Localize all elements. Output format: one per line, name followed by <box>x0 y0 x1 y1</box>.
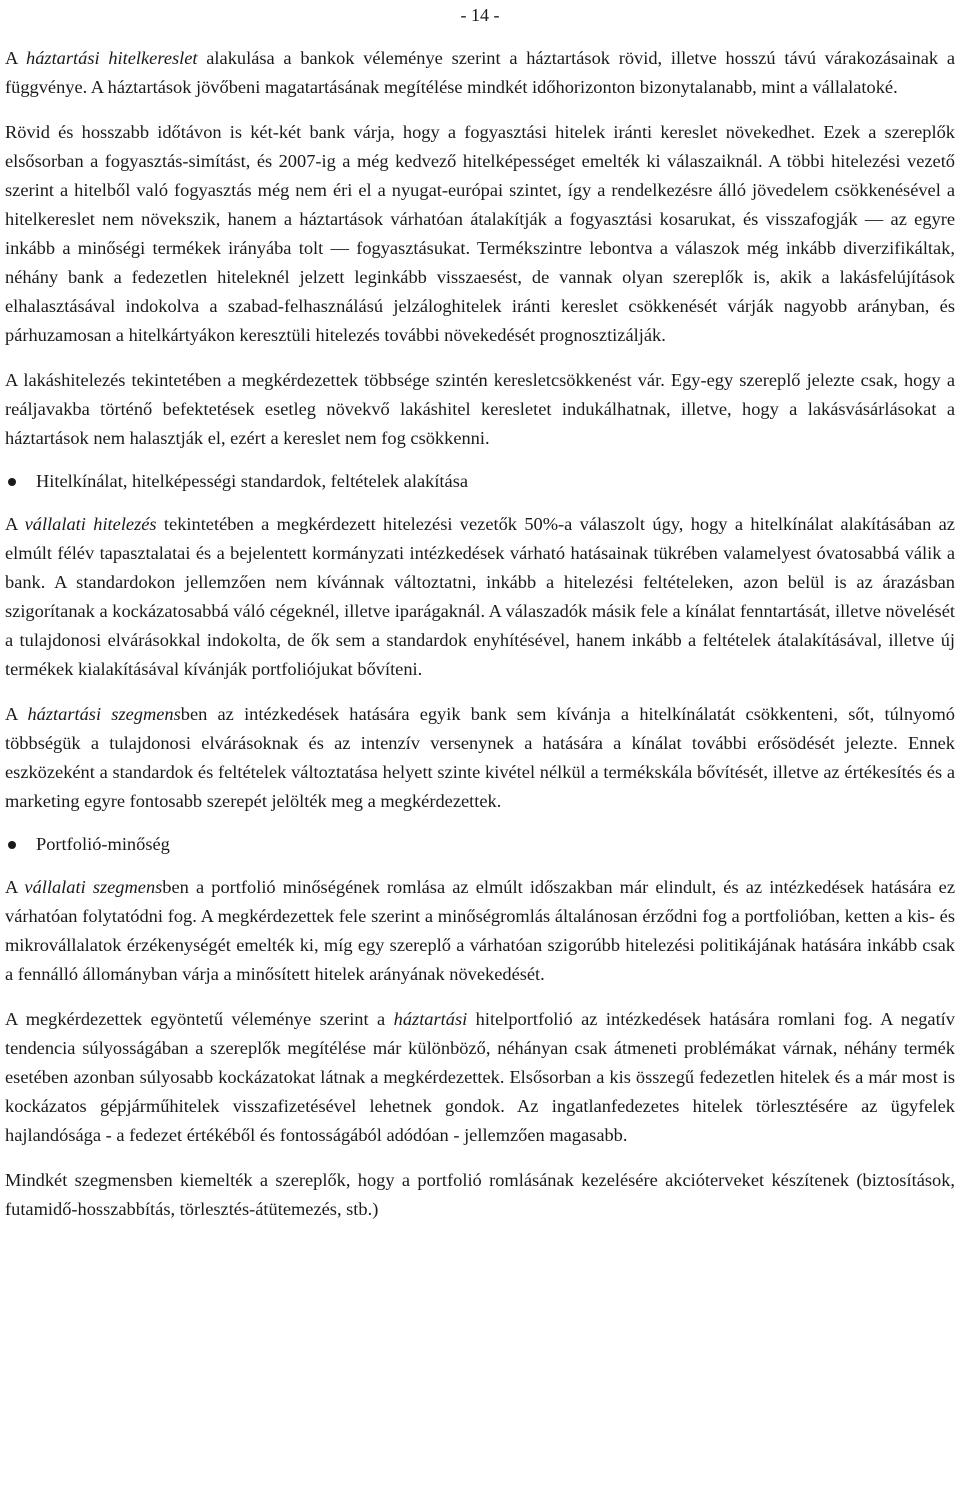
italic-term: háztartási szegmens <box>27 704 181 724</box>
italic-term: háztartási <box>393 1009 468 1029</box>
bullet-icon <box>8 841 16 849</box>
bullet-label: Hitelkínálat, hitelképességi standardok, feltételek alakítása <box>36 471 469 491</box>
bullet-icon <box>8 478 16 486</box>
paragraph-corporate-lending: A vállalati hitelezés tekintetében a megkérdezett hitelezési vezetők 50%-a válaszolt úgy, hogy a hitelkínálat alakításában az elmúlt félév tapasztalatai és a bejelentett kormányzati intézkedések várható hatásainak tükrében valamelyest óvatosabbá válik a bank. A standardokon jellemzően nem kívánnak változtatni, inkább a hitelezési feltételeken, azon belül is az árazásban szigorítanak a kockázatosabbá váló cégeknél, illetve iparágaknál. A válaszadók másik fele a kínálat fenntartását, illetve növelését a tulajdonosi elvárásokkal indokolta, de ők sem a standardok enyhítésével, hanem inkább a feltételek átalakításával, illetve új termékek kialakításával kívánják portfoliójukat bővíteni. <box>5 514 955 679</box>
paragraph-corporate-portfolio: A vállalati szegmensben a portfolió minőségének romlása az elmúlt időszakban már elindult, és az intézkedések hatására ez várhatóan folytatódni fog. A megkérdezettek fele szerint a minőségromlás általánosan érződni fog a portfolióban, ketten a kis- és mikrovállalatok érzékenységét emelték ki, míg egy szereplő a várhatóan szigorúbb hitelezési politikájának hatására inkább csak a fennálló állományban várja a minősített hitelek arányának növekedését. <box>5 877 955 984</box>
italic-term: vállalati hitelezés <box>24 514 157 534</box>
paragraph-household-segment: A háztartási szegmensben az intézkedések hatására egyik bank sem kívánja a hitelkínálatát csökkenteni, sőt, túlnyomó többségük a tulajdonosi elvárásoknak és az intenzív versenynek a hatására a kínálat további erősödését jelezte. Ennek eszközeként a standardok és feltételek változtatása helyett szinte kivétel nélkül a termékskála bővítését, illetve az értékesítés és a marketing egyre fontosabb szerepét jelölték meg a megkérdezettek. <box>5 704 955 811</box>
italic-term: háztartási hitelkereslet <box>26 48 198 68</box>
bullet-heading-credit-supply <box>5 467 955 496</box>
paragraph-household-portfolio: A megkérdezettek egyöntetű véleménye szerint a háztartási hitelportfolió az intézkedések hatására romlani fog. A negatív tendencia súlyosságában a szereplők megítélése már különböző, néhányan csak átmeneti problémákat várnak, néhány termék esetében azonban súlyosabb kockázatokat látnak a megkérdezettek. Elsősorban a kis összegű fedezetlen hitelek és a már most is kockázatos gépjárműhitelek visszafizetésével lehetnek gondok. Az ingatlanfedezetes hitelek törlesztésére az ügyfelek hajlandósága - a fedezet értékéből és fontosságából adódóan - jellemzően magasabb. <box>5 1009 955 1145</box>
paragraph-housing-loans: A lakáshitelezés tekintetében a megkérdezettek többsége szintén keresletcsökkenést vár. Egy-egy szereplő jelezte csak, hogy a reáljavakba történő befektetések esetleg növekvő lakáshitel keresletet indukálhatnak, illetve, hogy a lakásvásárlásokat a háztartások nem halasztják el, ezért a kereslet nem fog csökkenni. <box>5 370 955 448</box>
page-number: - 14 - <box>460 5 500 25</box>
paragraph-consumer-credit: Rövid és hosszabb időtávon is két-két bank várja, hogy a fogyasztási hitelek iránti kereslet növekedhet. Ezek a szereplők elsősorban a fogyasztás-simítást, és 2007-ig a még kedvező hitelképességet emelték ki válaszaiknál. A többi hitelezési vezető szerint a hitelből való fogyasztás még nem éri el a nyugat-európai szintet, így a rendelkezésre álló jövedelem csökkenésével a hitelkereslet nem növekszik, hanem a háztartások várhatóan átalakítják a fogyasztási kosarukat, és visszafogják — az egyre inkább a minőségi termékek irányába tolt — fogyasztásukat. Termékszintre lebontva a válaszok még inkább diverzifikáltak, néhány bank a fedezetlen hiteleknél jelzett leginkább visszaesést, de vannak olyan szereplők is, akik a lakásfelújítások elhalasztásával indokolva a szabad-felhasználású jelzáloghitelek iránti kereslet csökkenését várják nagyobb arányban, és párhuzamosan a hitelkártyákon keresztüli hitelezés további növekedését prognosztizálják. <box>5 122 955 345</box>
bullet-heading-portfolio-quality <box>5 830 955 859</box>
paragraph-action-plans: Mindkét szegmensben kiemelték a szereplők, hogy a portfolió romlásának kezelésére akcióterveket készítenek (biztosítások, futamidő-hosszabbítás, törlesztés-átütemezés, stb.) <box>5 1170 955 1219</box>
italic-term: vállalati szegmens <box>24 877 163 897</box>
bullet-label: Portfolió-minőség <box>36 834 170 854</box>
paragraph-household-credit-demand: A háztartási hitelkereslet alakulása a bankok véleménye szerint a háztartások rövid, illetve hosszú távú várakozásainak a függvénye. A háztartások jövőbeni magatartásának megítélése mindkét időhorizonton bizonytalanabb, mint a vállalatoké. <box>5 48 955 97</box>
document-body <box>5 44 955 1224</box>
